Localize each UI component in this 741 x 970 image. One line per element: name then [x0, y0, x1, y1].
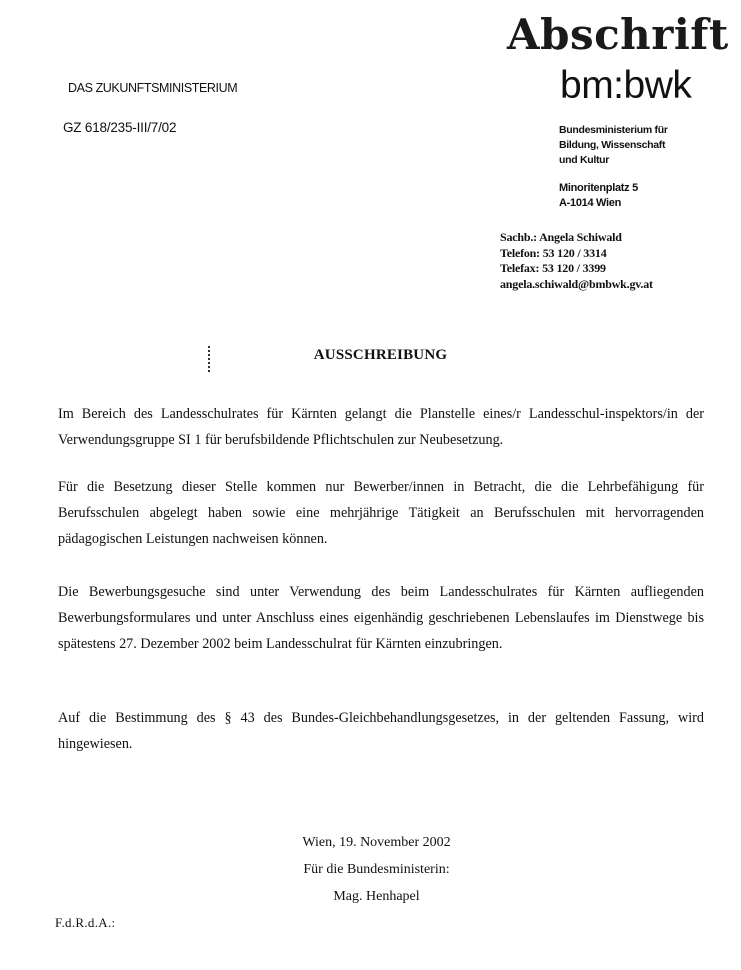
ministry-slogan: DAS ZUKUNFTSMINISTERIUM — [68, 81, 238, 95]
paragraph: Für die Besetzung dieser Stelle kommen nur Bewerber/innen in Betracht, die die Lehrbefähigung für Berufsschulen abgelegt haben sowie eine mehrjährige Tätigkeit an Berufsschulen mit hervorragenden pädagogischen Leistungen nachweisen können. — [58, 479, 704, 547]
contact-person: Sachb.: Angela Schiwald — [500, 230, 622, 244]
contact-email: angela.schiwald@bmbwk.gv.at — [500, 276, 653, 291]
signature-block — [0, 829, 741, 910]
contact-block — [500, 230, 653, 292]
contact-fax: Telefax: 53 120 / 3399 — [500, 261, 606, 275]
address-street: Minoritenplatz 5 — [559, 182, 638, 194]
reference-number: GZ 618/235-III/7/02 — [63, 120, 177, 135]
contact-phone: Telefon: 53 120 / 3314 — [500, 245, 607, 260]
address-city: A-1014 Wien — [559, 197, 622, 209]
document-title: AUSSCHREIBUNG — [313, 347, 448, 363]
certification-note: F.d.R.d.A.: — [55, 915, 116, 930]
ministry-address — [559, 181, 638, 211]
ministry-logo: bm:bwk — [560, 64, 692, 107]
ministry-line: und Kultur — [559, 154, 610, 166]
ministry-line: Bundesministerium für — [559, 124, 668, 136]
paragraph: Auf die Bestimmung des § 43 des Bundes-Gleichbehandlungsgesetzes, in der geltenden Fassung, wird hingewiesen. — [58, 710, 704, 752]
paragraph: Die Bewerbungsgesuche sind unter Verwendung des beim Landesschulrates für Kärnten aufliegenden Bewerbungsformulares und unter Anschluss eines eigenhändig geschriebenen Lebenslaufes im Dienstwege bis spätestens 27. Dezember 2002 beim Landesschulrat für Kärnten einzubringen. — [58, 584, 704, 652]
paragraph: Im Bereich des Landesschulrates für Kärnten gelangt die Planstelle eines/r Landesschul-inspektors/in der Verwendungsgruppe SI 1 für berufsbildende Pflichtschulen zur Neubesetzung. — [58, 406, 704, 448]
ministry-line: Bildung, Wissenschaft — [559, 139, 666, 151]
place-date: Wien, 19. November 2002 — [302, 835, 451, 850]
on-behalf-line: Für die Bundesministerin: — [303, 862, 450, 877]
ministry-full-name — [559, 123, 668, 168]
signatory-name: Mag. Henhapel — [333, 889, 420, 904]
abschrift-stamp: Abschrift — [507, 10, 729, 59]
